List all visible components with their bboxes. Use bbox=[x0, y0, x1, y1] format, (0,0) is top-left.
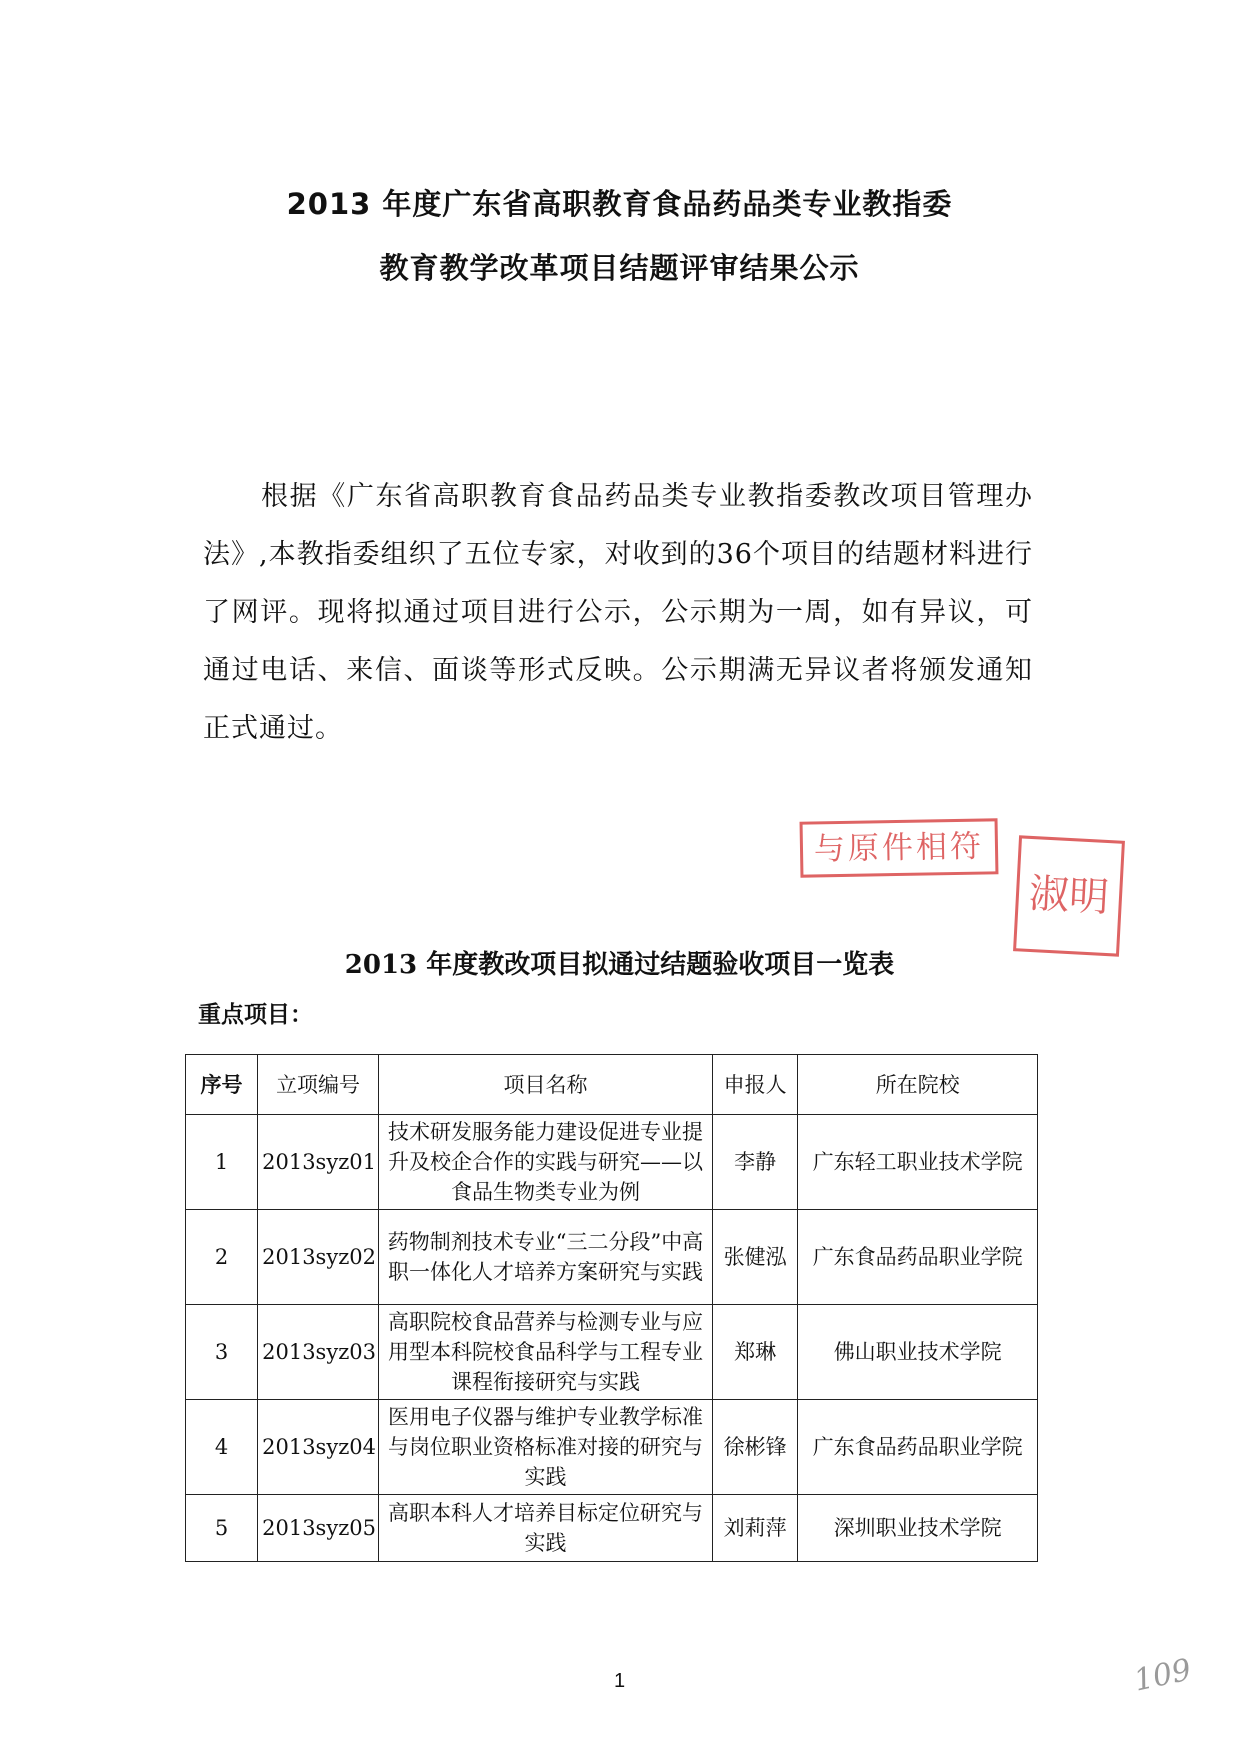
header-name: 项目名称 bbox=[379, 1055, 713, 1115]
cell-applicant: 李静 bbox=[712, 1115, 797, 1210]
cell-applicant: 徐彬锋 bbox=[712, 1400, 797, 1495]
cell-code: 2013syz04 bbox=[258, 1400, 379, 1495]
cell-code: 2013syz05 bbox=[258, 1495, 379, 1562]
handwritten-annotation: 109 bbox=[1130, 1652, 1195, 1699]
cell-name: 高职本科人才培养目标定位研究与实践 bbox=[379, 1495, 713, 1562]
cell-applicant: 刘莉萍 bbox=[712, 1495, 797, 1562]
projects-table bbox=[185, 1054, 1038, 1562]
cell-code: 2013syz03 bbox=[258, 1305, 379, 1400]
cell-seq: 1 bbox=[186, 1115, 258, 1210]
cell-name: 高职院校食品营养与检测专业与应用型本科院校食品科学与工程专业课程衔接研究与实践 bbox=[379, 1305, 713, 1400]
cell-seq: 4 bbox=[186, 1400, 258, 1495]
cell-code: 2013syz02 bbox=[258, 1210, 379, 1305]
cell-school: 佛山职业技术学院 bbox=[798, 1305, 1038, 1400]
header-seq: 序号 bbox=[186, 1055, 258, 1115]
cell-name: 医用电子仪器与维护专业教学标准与岗位职业资格标准对接的研究与实践 bbox=[379, 1400, 713, 1495]
table-row bbox=[186, 1495, 1038, 1562]
cell-school: 深圳职业技术学院 bbox=[798, 1495, 1038, 1562]
table-row bbox=[186, 1305, 1038, 1400]
section-label: 重点项目： bbox=[198, 1001, 313, 1028]
cell-code: 2013syz01 bbox=[258, 1115, 379, 1210]
cell-seq: 5 bbox=[186, 1495, 258, 1562]
header-applicant: 申报人 bbox=[712, 1055, 797, 1115]
table-row bbox=[186, 1115, 1038, 1210]
cell-seq: 2 bbox=[186, 1210, 258, 1305]
document-title-line2: 教育教学改革项目结题评审结果公示 bbox=[379, 251, 860, 285]
body-paragraph: 根据《广东省高职教育食品药品类专业教指委教改项目管理办法》,本教指委组织了五位专家，对收到的36个项目的结题材料进行了网评。现将拟通过项目进行公示，公示期为一周，如有异议，可通过电话、来信、面谈等形式反映。公示期满无异议者将颁发通知正式通过。 bbox=[203, 481, 1033, 744]
header-code: 立项编号 bbox=[258, 1055, 379, 1115]
table-header-row bbox=[186, 1055, 1038, 1115]
cell-name: 技术研发服务能力建设促进专业提升及校企合作的实践与研究——以食品生物类专业为例 bbox=[379, 1115, 713, 1210]
cell-school: 广东轻工职业技术学院 bbox=[798, 1115, 1038, 1210]
conformity-stamp: 与原件相符 bbox=[800, 818, 999, 877]
page-number: 1 bbox=[613, 1670, 626, 1692]
cell-applicant: 张健泓 bbox=[712, 1210, 797, 1305]
signature-seal: 淑明 bbox=[1013, 835, 1125, 956]
cell-seq: 3 bbox=[186, 1305, 258, 1400]
table-title: 2013 年度教改项目拟通过结题验收项目一览表 bbox=[344, 950, 895, 980]
table-row bbox=[186, 1210, 1038, 1305]
cell-name: 药物制剂技术专业“三二分段”中高职一体化人才培养方案研究与实践 bbox=[379, 1210, 713, 1305]
cell-applicant: 郑琳 bbox=[712, 1305, 797, 1400]
document-title-line1: 2013 年度广东省高职教育食品药品类专业教指委 bbox=[286, 187, 953, 221]
header-school: 所在院校 bbox=[798, 1055, 1038, 1115]
cell-school: 广东食品药品职业学院 bbox=[798, 1210, 1038, 1305]
cell-school: 广东食品药品职业学院 bbox=[798, 1400, 1038, 1495]
table-row bbox=[186, 1400, 1038, 1495]
